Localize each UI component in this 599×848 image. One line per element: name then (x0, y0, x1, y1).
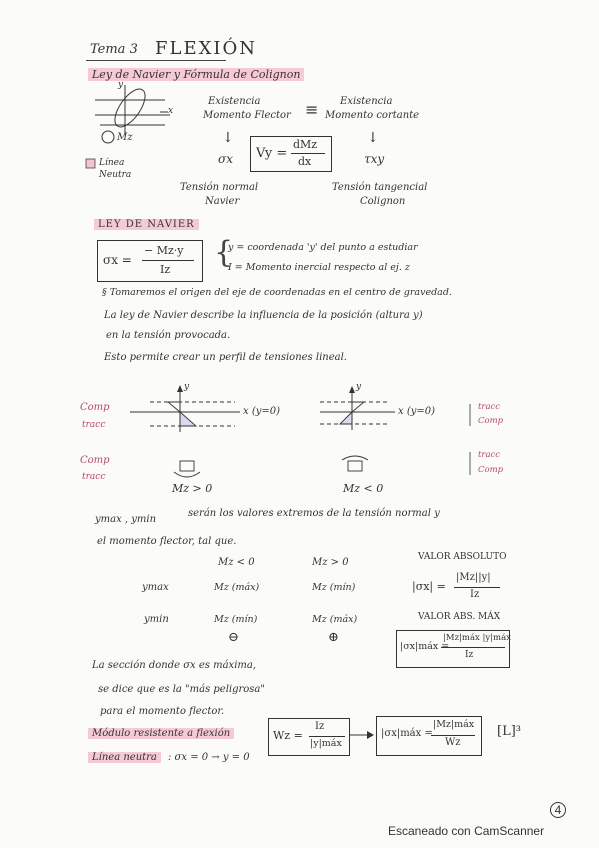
def-y: y = coordenada 'y' del punto a estudiar (228, 242, 418, 253)
row-ymax-c1: Mz (máx) (214, 582, 260, 593)
row-ymax-label: ymax (142, 582, 169, 593)
right-top-1: Existencia (340, 96, 393, 107)
sign-negative: ⊖ (228, 630, 239, 645)
vy-den: dx (298, 155, 312, 168)
vy-lhs: Vy = (256, 146, 288, 161)
wz-lhs: Wz = (273, 729, 303, 742)
right-bottom-2: Colignon (360, 196, 406, 207)
navier-lhs: σx = (103, 253, 132, 267)
wz-den: |y|máx (310, 738, 342, 749)
axis-y-label: y (118, 80, 124, 90)
origin-note: § Tomaremos el origen del eje de coordenadas en el centro de gravedad. (102, 287, 452, 298)
navier-line2: en la tensión provocada. (106, 330, 231, 341)
right-top-2: Momento cortante (325, 110, 420, 121)
navier-fraction-bar (142, 260, 194, 261)
left-top-2: Momento Flector (203, 110, 291, 121)
max-title: VALOR ABS. MÁX (418, 612, 501, 622)
section2-title: LEY DE NAVIER (94, 219, 199, 230)
diag2-y-label: y (356, 382, 362, 392)
abs-den: Iz (470, 589, 480, 600)
danger-line2: se dice que es la "más peligrosa" (98, 684, 265, 695)
mz-negative: Mz < 0 (343, 482, 384, 495)
sig-den: Wz (445, 737, 461, 748)
tema-label: Tema 3 (90, 42, 138, 57)
sig-fraction-bar (431, 735, 475, 736)
def-i: I = Momento inercial respecto al ej. z (228, 262, 410, 273)
mz-label: Mz (117, 132, 133, 143)
max-fraction-bar (441, 647, 505, 648)
sig-num: |Mz|máx (433, 719, 475, 730)
col-header-pos: Mz > 0 (312, 557, 349, 568)
row-ymin-c2: Mz (máx) (312, 614, 358, 625)
page-number: 4 (550, 802, 566, 818)
navier-formula-box (97, 240, 203, 282)
axis-x-label: x (168, 106, 174, 116)
tau-symbol: τxy (364, 152, 385, 166)
abs-fraction-bar (454, 587, 500, 588)
vy-num: dMz (293, 138, 318, 151)
max-num: |Mz|máx |y|máx (443, 633, 511, 643)
extremes-line1: serán los valores extremos de la tensión normal y (188, 508, 440, 519)
navier-line3: Esto permite crear un perfil de tensiones lineal. (104, 352, 347, 363)
wz-formula-box (268, 718, 350, 756)
max-formula-box (396, 630, 510, 668)
arrow-right: ↓ (367, 130, 379, 146)
mz-positive: Mz > 0 (172, 482, 213, 495)
diag2-x-label: x (y=0) (398, 406, 436, 417)
trac-label-3: tracc (82, 472, 106, 482)
abs-num: |Mz||y| (456, 572, 491, 583)
definitions-brace: { (214, 235, 234, 270)
col-header-neg: Mz < 0 (218, 557, 255, 568)
sigma-max-box (376, 716, 482, 756)
right-bottom-1: Tensión tangencial (332, 182, 428, 193)
max-den: Iz (465, 650, 474, 660)
row-ymax-c2: Mz (mín) (312, 582, 356, 593)
danger-line1: La sección donde σx es máxima, (92, 660, 257, 671)
neutral-legend-2: Neutra (99, 170, 132, 180)
neutral-legend-1: Línea (99, 158, 125, 168)
arrow-left: ↓ (222, 130, 234, 146)
linea-neutra-eq: : σx = 0 → y = 0 (168, 752, 250, 763)
wz-fraction-bar (309, 736, 345, 737)
units-label: [L]³ (497, 724, 521, 739)
comp-label-1: Comp (80, 402, 110, 413)
left-bottom-2: Navier (205, 196, 240, 207)
comp-label-2: Comp (478, 416, 504, 426)
left-bottom-1: Tensión normal (180, 182, 259, 193)
trac-label-4: tracc (478, 450, 501, 460)
sig-lhs: |σx|máx = (381, 728, 433, 739)
camscanner-watermark: Escaneado con CamScanner (388, 824, 545, 838)
equivalence-sign: ≡ (305, 100, 319, 119)
extremes-lead: ymax , ymin (95, 514, 157, 525)
max-lhs: |σx|máx = (400, 641, 450, 652)
modulo-resistente-label: Módulo resistente a flexión (88, 728, 234, 739)
sigma-symbol: σx (218, 152, 233, 166)
wz-num: Iz (315, 721, 325, 732)
navier-line1: La ley de Navier describe la influencia de la posición (altura y) (104, 310, 423, 321)
abs-lhs: |σx| = (412, 580, 446, 593)
navier-num: − Mz·y (144, 244, 184, 257)
navier-den: Iz (160, 263, 171, 276)
left-top-1: Existencia (208, 96, 261, 107)
vy-formula-box (250, 136, 332, 172)
extremes-line2: el momento flector, tal que. (97, 536, 237, 547)
diag1-y-label: y (184, 382, 190, 392)
page-title: FLEXIÓN (155, 38, 258, 59)
row-ymin-label: ymin (144, 614, 169, 625)
trac-label-2: tracc (478, 402, 501, 412)
linea-neutra-label: Línea neutra (88, 752, 161, 763)
row-ymin-c1: Mz (mín) (214, 614, 258, 625)
trac-label-1: tracc (82, 420, 106, 430)
abs-title: VALOR ABSOLUTO (418, 552, 507, 562)
abs-formula (412, 572, 512, 606)
danger-line3: para el momento flector. (100, 706, 225, 717)
comp-label-4: Comp (478, 465, 504, 475)
sign-positive: ⊕ (328, 630, 339, 645)
section1-title: Ley de Navier y Fórmula de Colignon (88, 68, 304, 81)
diag1-x-label: x (y=0) (243, 406, 281, 417)
comp-label-3: Comp (80, 455, 110, 466)
vy-fraction-bar (291, 153, 325, 154)
